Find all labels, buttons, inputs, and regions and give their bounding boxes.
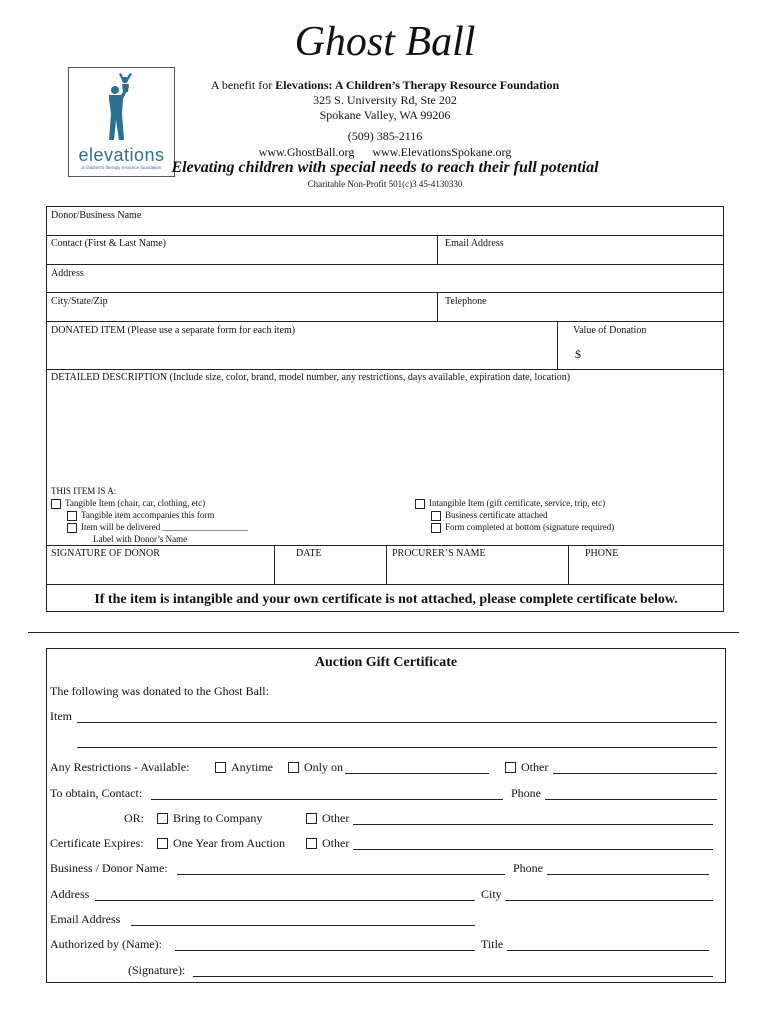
- obtain-other-field[interactable]: [353, 824, 713, 825]
- page-title: Ghost Ball: [294, 19, 476, 65]
- signature-field[interactable]: [193, 976, 713, 977]
- restrictions-label: Any Restrictions - Available:: [50, 760, 190, 774]
- phone-number: (509) 385-2116: [347, 129, 423, 143]
- only-on-option[interactable]: [288, 760, 343, 775]
- obtain-phone-field[interactable]: [545, 799, 717, 800]
- benefit-line: [150, 78, 620, 93]
- business-donor-field[interactable]: [177, 874, 505, 875]
- divider: [47, 584, 723, 585]
- obtain-phone-label: Phone: [511, 786, 541, 800]
- intangible-text: Intangible Item (gift certificate, service, trip, etc): [429, 498, 606, 508]
- dollar-sign: $: [575, 347, 581, 361]
- only-on-field[interactable]: [345, 773, 489, 774]
- item-type-label: THIS ITEM IS A:: [51, 486, 117, 496]
- address-line-2: Spokane Valley, WA 99206: [319, 108, 451, 122]
- business-phone-field[interactable]: [547, 874, 709, 875]
- donation-form: [46, 206, 724, 612]
- title-label: Title: [481, 937, 504, 951]
- divider: [437, 235, 438, 264]
- address-field[interactable]: [95, 900, 475, 901]
- intangible-option[interactable]: [415, 497, 605, 509]
- address-label: Address: [50, 887, 90, 901]
- divider: [437, 292, 438, 321]
- business-cert-text: Business certificate attached: [445, 510, 548, 520]
- item-field-line-2[interactable]: [77, 747, 717, 748]
- bring-to-company-checkbox[interactable]: [157, 813, 168, 824]
- divider: [568, 545, 569, 584]
- item-field[interactable]: [77, 722, 717, 723]
- title-field[interactable]: [507, 950, 709, 951]
- divider: [47, 292, 723, 293]
- divider: [47, 321, 723, 322]
- bring-to-company-option[interactable]: [157, 811, 262, 826]
- description-label: DETAILED DESCRIPTION (Include size, color, brand, model number, any restrictions, days available, expiration date, location): [51, 372, 571, 383]
- divider: [274, 545, 275, 584]
- contact-label: Contact (First & Last Name): [51, 238, 166, 249]
- restrictions-other-field[interactable]: [553, 773, 717, 774]
- one-year-checkbox[interactable]: [157, 838, 168, 849]
- tangible-text: Tangible Item (chair, car, clothing, etc): [65, 498, 206, 508]
- authorized-name-field[interactable]: [175, 950, 475, 951]
- divider: [557, 321, 558, 369]
- email-field[interactable]: [131, 925, 475, 926]
- city-state-zip-label: City/State/Zip: [51, 296, 108, 307]
- divider: [47, 264, 723, 265]
- expires-other-field[interactable]: [353, 849, 713, 850]
- divider: [47, 235, 723, 236]
- city-field[interactable]: [505, 900, 713, 901]
- business-phone-label: Phone: [513, 861, 543, 875]
- authorized-label: Authorized by (Name):: [50, 937, 162, 951]
- restrictions-other-checkbox[interactable]: [505, 762, 516, 773]
- only-on-checkbox[interactable]: [288, 762, 299, 773]
- divider: [386, 545, 387, 584]
- item-label: Item: [50, 709, 72, 723]
- divider: [47, 545, 723, 546]
- intangible-checkbox[interactable]: [415, 499, 425, 509]
- benefit-prefix: A benefit for: [210, 78, 276, 92]
- tagline: Elevating children with special needs to reach their full potential: [171, 159, 599, 176]
- nonprofit-id: Charitable Non-Profit 501(c)3 45-4130330: [307, 179, 463, 189]
- logo-wordmark: elevations: [78, 145, 165, 165]
- tangible-accompanies-option[interactable]: [67, 509, 214, 521]
- intangible-notice: If the item is intangible and your own certificate is not attached, please complete certificate below.: [94, 592, 678, 607]
- donor-business-name-label: Donor/Business Name: [51, 210, 142, 221]
- obtain-label: To obtain, Contact:: [50, 786, 143, 800]
- email-label: Email Address: [50, 912, 121, 926]
- expires-label: Certificate Expires:: [50, 836, 144, 850]
- divider: [47, 369, 723, 370]
- business-donor-label: Business / Donor Name:: [50, 861, 168, 875]
- phone-label: PHONE: [585, 548, 619, 559]
- expires-other-text: Other: [322, 836, 350, 850]
- cut-line: [28, 632, 739, 633]
- website-elevations[interactable]: www.ElevationsSpokane.org: [372, 145, 512, 159]
- anytime-checkbox[interactable]: [215, 762, 226, 773]
- tangible-accompanies-checkbox[interactable]: [67, 511, 77, 521]
- restrictions-other-text: Other: [521, 760, 549, 774]
- benefit-org: Elevations: A Children’s Therapy Resource Foundation: [275, 78, 560, 92]
- tangible-option[interactable]: [51, 497, 205, 509]
- obtain-other-checkbox[interactable]: [306, 813, 317, 824]
- procurer-label: PROCURER’S NAME: [392, 548, 486, 559]
- signature-label: SIGNATURE OF DONOR: [51, 548, 160, 559]
- only-on-text: Only on: [304, 760, 343, 774]
- anytime-text: Anytime: [231, 760, 273, 774]
- tangible-checkbox[interactable]: [51, 499, 61, 509]
- form-completed-checkbox[interactable]: [431, 523, 441, 533]
- city-label: City: [481, 887, 502, 901]
- tangible-delivered-text: Item will be delivered ___________________: [81, 522, 248, 532]
- certificate-title: Auction Gift Certificate: [314, 655, 458, 670]
- form-completed-option[interactable]: [431, 521, 614, 533]
- tangible-delivered-checkbox[interactable]: [67, 523, 77, 533]
- expires-other-checkbox[interactable]: [306, 838, 317, 849]
- form-completed-text: Form completed at bottom (signature required): [445, 522, 615, 532]
- certificate-intro: The following was donated to the Ghost Ball:: [50, 684, 269, 698]
- restrictions-other-option[interactable]: [505, 760, 548, 775]
- address-label: Address: [51, 268, 84, 279]
- telephone-label: Telephone: [445, 296, 487, 307]
- address-line-1: 325 S. University Rd, Ste 202: [313, 93, 457, 107]
- donated-item-label: DONATED ITEM (Please use a separate form for each item): [51, 325, 296, 336]
- value-label: Value of Donation: [573, 325, 647, 336]
- signature-label: (Signature):: [128, 963, 186, 977]
- logo-subtitle: a children's therapy resource foundation: [81, 165, 162, 170]
- label-donor-text: Label with Donor’s Name: [93, 534, 188, 544]
- website-ghostball[interactable]: www.GhostBall.org: [258, 145, 355, 159]
- obtain-contact-field[interactable]: [151, 799, 503, 800]
- tangible-delivered-option[interactable]: [67, 521, 248, 533]
- one-year-option[interactable]: [157, 836, 285, 851]
- business-cert-checkbox[interactable]: [431, 511, 441, 521]
- gift-certificate: [46, 648, 726, 983]
- email-label: Email Address: [445, 238, 504, 249]
- business-cert-option[interactable]: [431, 509, 547, 521]
- obtain-other-text: Other: [322, 811, 350, 825]
- websites: [150, 145, 620, 160]
- obtain-other-option[interactable]: [306, 811, 349, 826]
- date-label: DATE: [296, 548, 322, 559]
- tangible-accompanies-text: Tangible item accompanies this form: [81, 510, 215, 520]
- or-label: OR:: [124, 811, 145, 825]
- one-year-text: One Year from Auction: [173, 836, 285, 850]
- anytime-option[interactable]: [215, 760, 273, 775]
- expires-other-option[interactable]: [306, 836, 349, 851]
- bring-to-company-text: Bring to Company: [173, 811, 263, 825]
